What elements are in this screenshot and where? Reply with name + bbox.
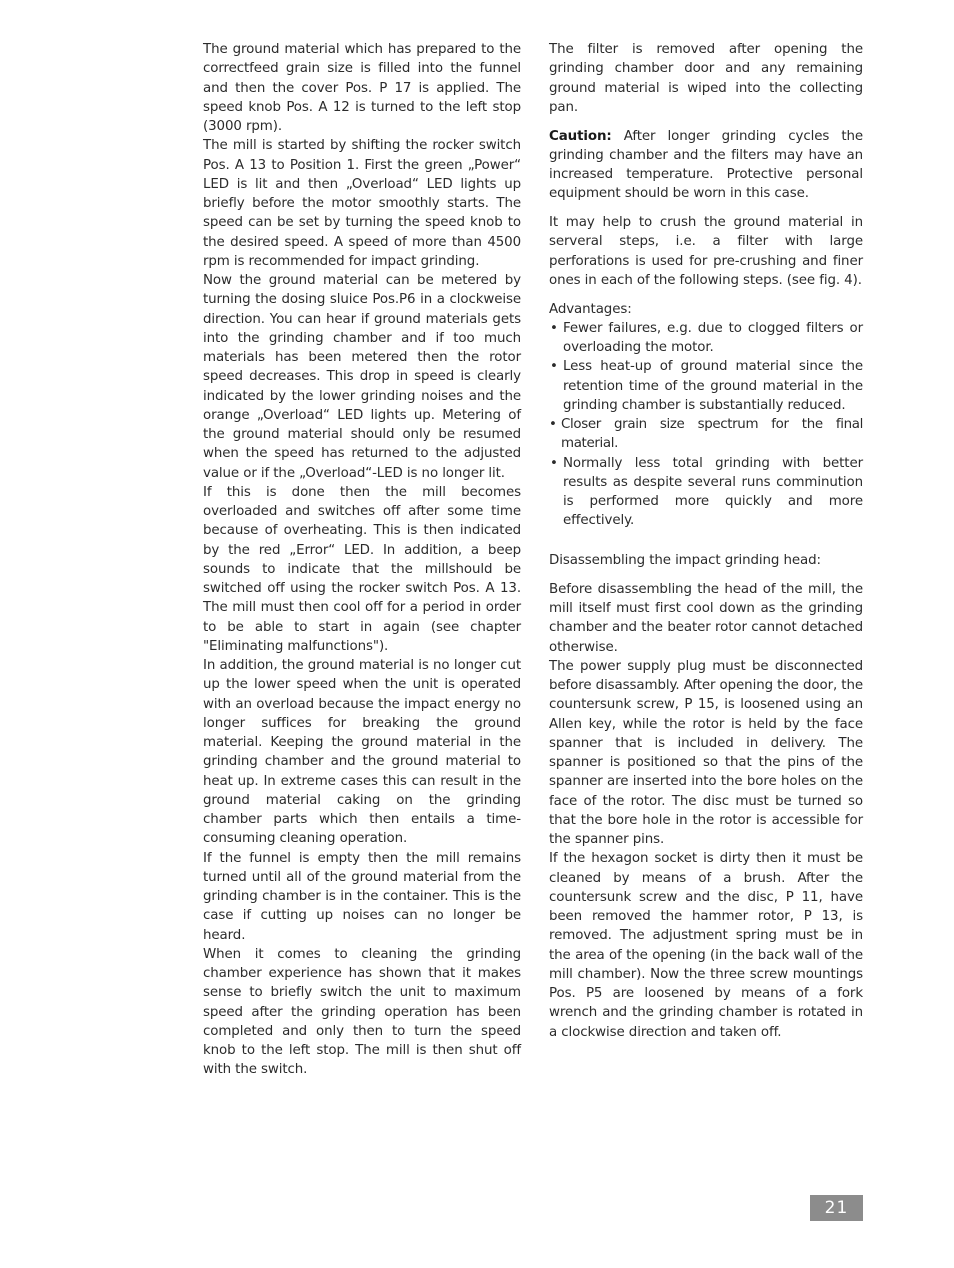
paragraph-cleaning: When it comes to cleaning the grinding chamber experience has shown that it makes sense to briefly switch the unit to maximum speed after the grinding operation has been completed and only then to turn the speed knob to the left stop. The mill is then shut off with the switch. xyxy=(203,946,521,1078)
paragraph-low-speed: In addition, the ground material is no longer cut up the lower speed when the unit is operated with an overload because the impact energy no longer suffices for breaking the ground material. Keeping the ground material in the grinding chamber and the ground material to heat up. In extreme cases this can result in the ground material caking on the grinding chamber parts which then entails a time-consuming cleaning operation. xyxy=(203,658,521,847)
list-item: • Less heat-up of ground material since the retention time of the ground material in the grinding chamber is substantially reduced. xyxy=(550,359,863,413)
left-column xyxy=(203,40,521,1080)
paragraph-steps: It may help to crush the ground material in serveral steps, i.e. a filter with large perforations is used for pre-crushing and finer ones in each of the following steps. (see fig. 4). xyxy=(549,215,863,288)
paragraph-filter-removal: The filter is removed after opening the grinding chamber door and any remaining ground material is wiped into the collecting pan. xyxy=(549,42,863,115)
caution-text: After longer grinding cycles the grinding chamber and the filters may have an increased temperature. Protective personal equipment should be worn in this case. xyxy=(549,128,863,202)
bullet-icon: • xyxy=(550,320,558,336)
paragraph-starting: The mill is started by shifting the rocker switch Pos. A 13 to Position 1. First the green „Power“ LED is lit and then „Overload“ LED lights up briefly before the motor smoothly starts. The speed can be set by turning the speed knob to the desired speed. A speed of more than 4500 rpm is recommended for impact grinding. xyxy=(203,138,521,269)
paragraph-hexagon-socket: If the hexagon socket is dirty then it must be cleaned by means of a brush. After the countersunk screw and the disc, P 11, have been removed the hammer rotor, P 13, is removed. The adjustment spring must be in the area of the opening (in the back wall of the mill chamber). Now the three screw mountings Pos. P5 are loosened by means of a fork wrench and the grinding chamber is rotated in a clockwise direction and taken off. xyxy=(549,851,863,1040)
paragraph-overload: If this is done then the mill becomes overloaded and switches off after some time because of overheating. This is then indicated by the red „Error“ LED. In addition, a beep sounds to indicate that the millshould be switched off using the rocker switch Pos. A 13. The mill must then cool off for a period in order to be able to start in again (see chapter "Eliminating malfunctions"). xyxy=(203,484,521,654)
paragraph-loading: The ground material which has prepared to the correctfeed grain size is filled into the funnel and then the cover Pos. P 17 is applied. The speed knob Pos. A 12 is turned to the left stop (3000 rpm). xyxy=(203,42,521,134)
right-column xyxy=(549,40,863,1042)
bullet-icon: • xyxy=(550,359,558,375)
list-item: • Fewer failures, e.g. due to clogged filters or overloading the motor. xyxy=(550,320,863,355)
paragraph-empty-funnel: If the funnel is empty then the mill remains turned until all of the ground material from the grinding chamber is in the container. This is the case if cutting up noises can no longer be heard. xyxy=(203,850,521,943)
page-number: 21 xyxy=(810,1195,863,1221)
bullet-icon: • xyxy=(549,417,557,432)
caution-paragraph xyxy=(549,127,863,204)
paragraph-metering: Now the ground material can be metered by turning the dosing sluice Pos.P6 in a clockweise direction. You can hear if ground materials gets into the grinding chamber and if too much materials has been metered then the rotor speed decreases. This drop in speed is clearly indicated by the lower grinding noises and the orange „Overload“ LED lights up. Metering of the ground material should only be resumed when the speed has returned to the adjusted value or if the „Overload“-LED is no longer lit. xyxy=(203,273,521,481)
paragraph-disconnect: The power supply plug must be disconnected before disassambly. After opening the door, the countersunk screw, P 15, is loosened using an Allen key, while the rotor is held by the face spanner that is included in delivery. The spanner is positioned so that the pins of the spanner are inserted into the bore holes on the face of the rotor. The disc must be turned so that the bore hole in the rotor is accessible for the spanner pins. xyxy=(549,658,863,847)
list-item: • Normally less total grinding with better results as despite several runs comminution is performed more quickly and more effectively. xyxy=(550,455,863,529)
advantages-label: Advantages: xyxy=(549,301,632,317)
list-item: • Closer grain size spectrum for the final material. xyxy=(549,417,863,452)
caution-label: Caution: xyxy=(549,128,612,144)
advantages-list xyxy=(549,319,863,531)
section-heading: Disassembling the impact grinding head: xyxy=(549,552,821,568)
bullet-icon: • xyxy=(550,455,558,471)
paragraph-cool-down: Before disassembling the head of the mill, the mill itself must first cool down as the grinding chamber and the beater rotor cannot detached otherwise. xyxy=(549,581,863,655)
